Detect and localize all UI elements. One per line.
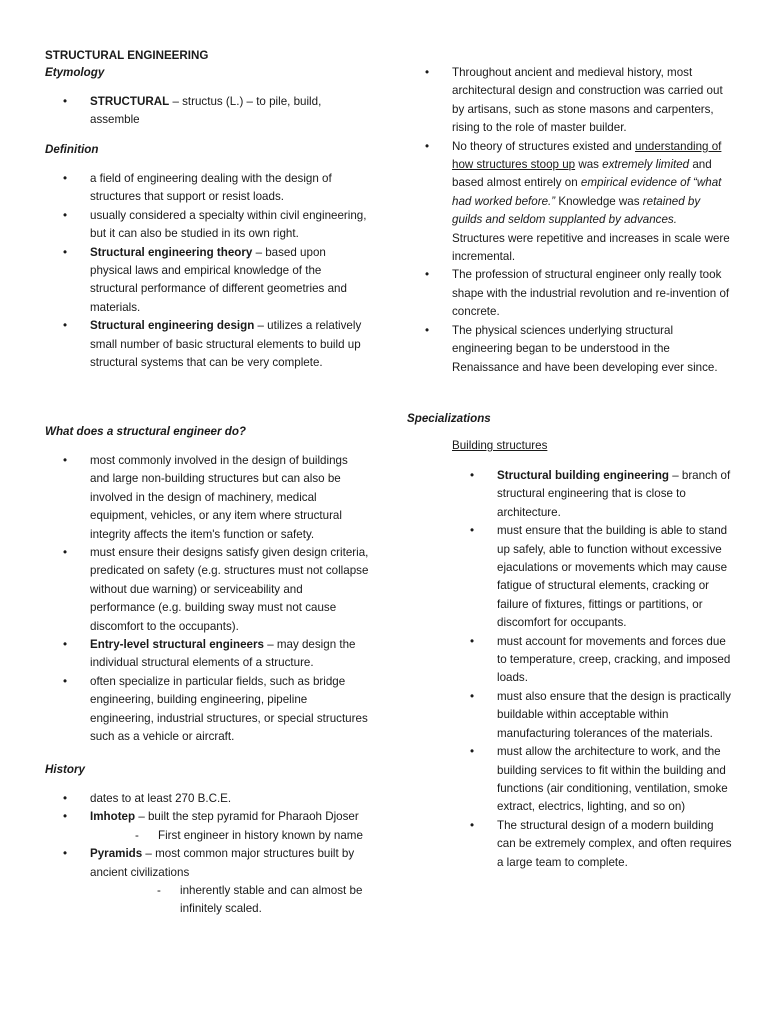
- list-item: • most commonly involved in the design of buildings and large non-building structures but can also be involved in the design of machinery, medical equipment, vehicles, or any item where structural integrity affects the item's function or safety.: [45, 452, 370, 544]
- duties-list: [45, 452, 370, 747]
- list-item: • Structural engineering theory – based upon physical laws and empirical knowledge of the structural performance of different geometries and materials.: [45, 244, 370, 318]
- list-item: • The profession of structural engineer only really took shape with the industrial revolution and re-invention of concrete.: [407, 266, 732, 321]
- specializations-list: [452, 467, 732, 872]
- building-structures-subheading: Building structures: [452, 439, 548, 452]
- list-subitem: - First engineer in history known by name: [45, 827, 370, 845]
- list-item: • The structural design of a modern building can be extremely complex, and often requires a large team to complete.: [452, 817, 732, 872]
- list-item: • Pyramids – most common major structures built by ancient civilizations: [45, 845, 370, 882]
- history-list-continued: [407, 64, 732, 377]
- list-item: • must allow the architecture to work, and the building services to fit within the building and functions (air conditioning, ventilation, smoke extract, electrics, lighting, and so on): [452, 743, 732, 817]
- list-item: • usually considered a specialty within civil engineering, but it can also be studied in its own right.: [45, 207, 370, 244]
- list-item: • No theory of structures existed and understanding of how structures stoop up was extremely limited and based almost entirely on empirical evidence of “what had worked before.” Knowledge was retained by guilds and seldom supplanted by advances. Structures were repetitive and increases in scale were incremental.: [407, 138, 732, 267]
- list-item: • must ensure that the building is able to stand up safely, able to function without excessive ejaculations or movements which may cause fatigue of structural elements, cracking or failure of fixtures, fittings or partitions, or discomfort for occupants.: [452, 522, 732, 632]
- list-item: • a field of engineering dealing with the design of structures that support or resist loads.: [45, 170, 370, 207]
- list-item: • STRUCTURAL – structus (L.) – to pile, build, assemble: [45, 93, 370, 130]
- list-item: • Structural building engineering – branch of structural engineering that is close to architecture.: [452, 467, 732, 522]
- list-item: • must ensure their designs satisfy given design criteria, predicated on safety (e.g. structures must not collapse without due warning) or serviceability and performance (e.g. building sway must not cause discomfort to the occupants).: [45, 544, 370, 636]
- list-item: • Throughout ancient and medieval history, most architectural design and construction was carried out by artisans, such as stone masons and carpenters, rising to the role of master builder.: [407, 64, 732, 138]
- definition-list: [45, 170, 370, 372]
- duties-heading: What does a structural engineer do?: [45, 425, 246, 438]
- etymology-list: [45, 93, 370, 130]
- definition-heading: Definition: [45, 143, 99, 156]
- history-heading: History: [45, 763, 85, 776]
- document-title: STRUCTURAL ENGINEERING: [45, 49, 209, 62]
- list-item: • The physical sciences underlying structural engineering began to be understood in the Renaissance and have been developing ever since.: [407, 322, 732, 377]
- list-item: • often specialize in particular fields, such as bridge engineering, building engineering, pipeline engineering, industrial structures, or special structures such as a vehicle or aircraft.: [45, 673, 370, 747]
- list-item: • dates to at least 270 B.C.E.: [45, 790, 370, 808]
- list-item: • must account for movements and forces due to temperature, creep, cracking, and imposed loads.: [452, 633, 732, 688]
- list-item: • Structural engineering design – utilizes a relatively small number of basic structural elements to build up structural systems that can be very complete.: [45, 317, 370, 372]
- history-list: [45, 790, 370, 919]
- list-subitem: - inherently stable and can almost be infinitely scaled.: [45, 882, 370, 919]
- list-item: • Entry-level structural engineers – may design the individual structural elements of a structure.: [45, 636, 370, 673]
- list-item: • must also ensure that the design is practically buildable within acceptable within manufacturing tolerances of the materials.: [452, 688, 732, 743]
- etymology-heading: Etymology: [45, 66, 105, 79]
- list-item: • Imhotep – built the step pyramid for Pharaoh Djoser: [45, 808, 370, 826]
- specializations-heading: Specializations: [407, 412, 491, 425]
